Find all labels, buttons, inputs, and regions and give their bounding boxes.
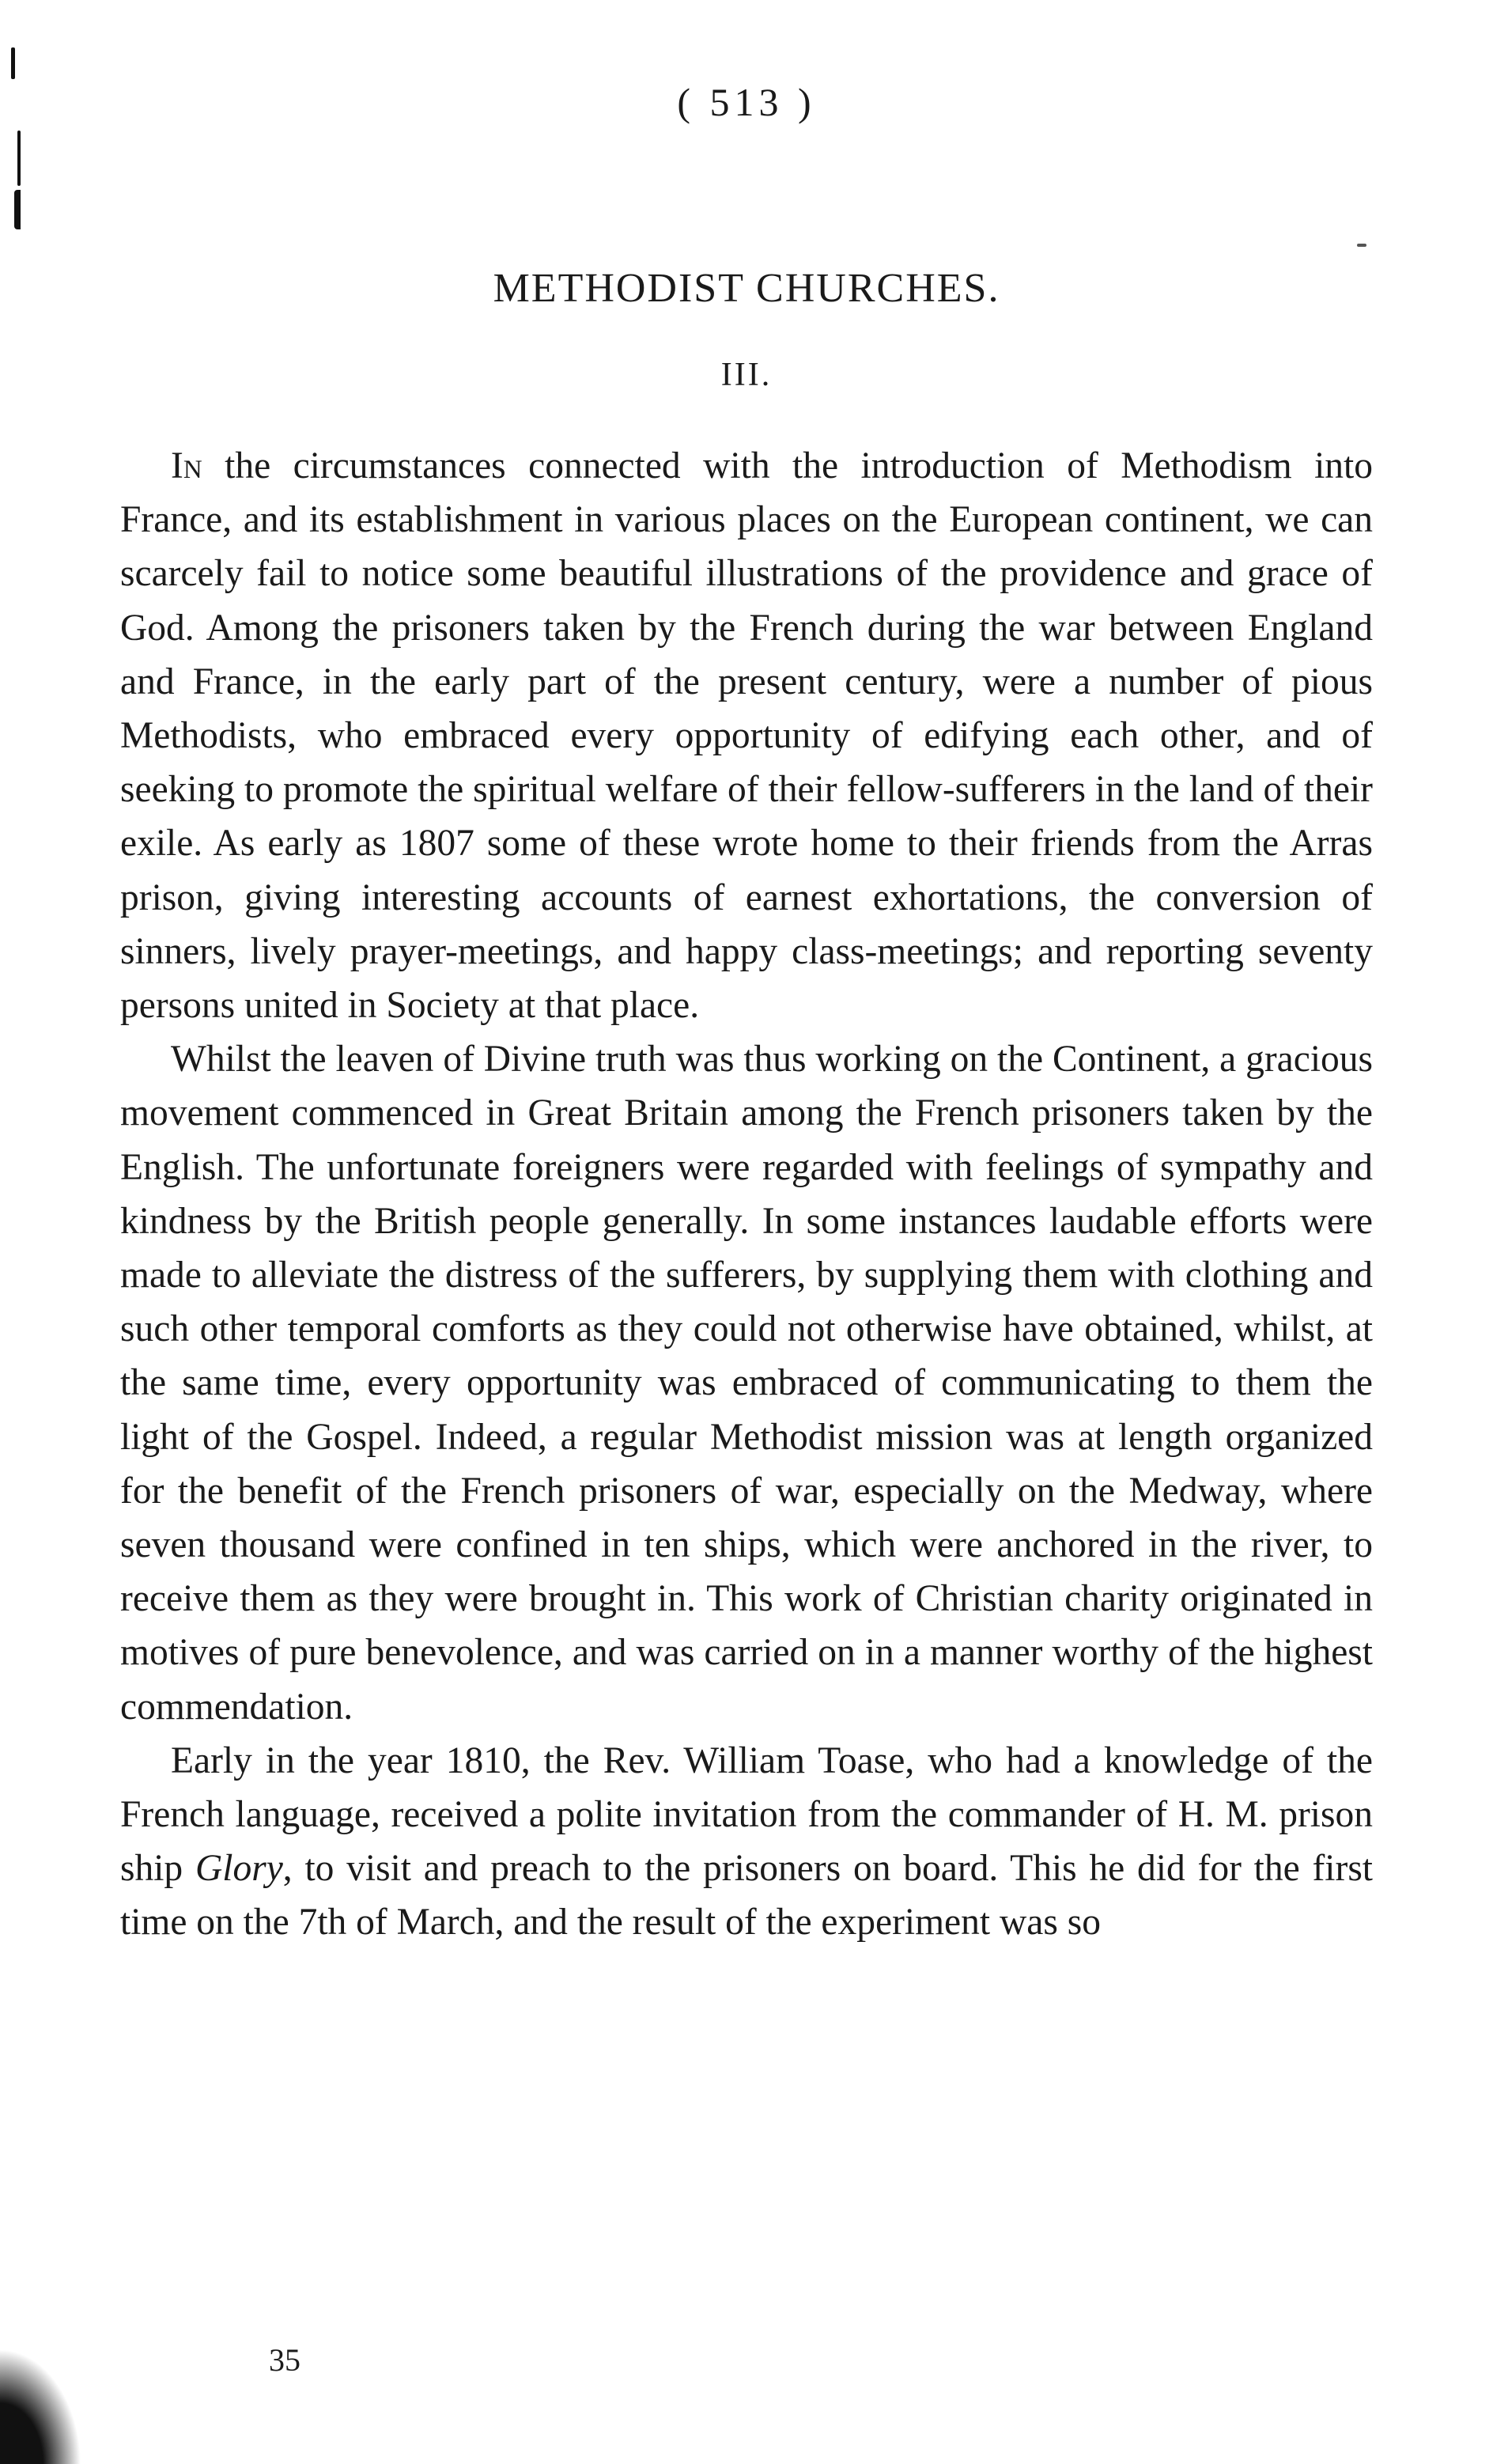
chapter-title: METHODIST CHURCHES. <box>493 266 1000 311</box>
page-number: ( 513 ) <box>677 80 816 124</box>
body-text <box>120 439 1373 1950</box>
paragraph-3-text-before: Early in the year 1810, the Rev. William Toase, who had a knowledge of the French language, received a polite invitation from the commander of H. M. prison ship <box>120 1739 1373 1890</box>
section-number: III. <box>720 357 773 393</box>
scan-corner-shadow <box>0 2330 95 2464</box>
binding-edge-mark <box>17 131 21 186</box>
paragraph-lead-word: In <box>171 445 202 486</box>
paragraph-1 <box>120 439 1373 1032</box>
signature-mark: 35 <box>269 2342 300 2378</box>
paragraph-2: Whilst the leaven of Divine truth was thus working on the Continent, a gracious movement commenced in Great Britain among the French prisoners taken by the English. The unfortunate foreigners were regarded with feelings of sympathy and kindness by the British people generally. In some instances laudable efforts were made to alleviate the distress of the sufferers, by supplying them with clothing and such other temporal comforts as they could not otherwise have obtained, whilst, at the same time, every opportunity was embraced of communicating to them the light of the Gospel. Indeed, a regular Methodist mission was at length organized for the benefit of the French prisoners of war, especially on the Medway, where seven thousand were confined in ten ships, which were anchored in the river, to receive them as they were brought in. This work of Christian charity originated in motives of pure benevolence, and was carried on in a manner worthy of the highest commendation. <box>120 1039 1373 1728</box>
paragraph-3-text-after: , to visit and preach to the prisoners on board. This he did for the first time on the 7th of March, and the result of the experiment was so <box>120 1848 1373 1944</box>
paragraph-3 <box>120 1734 1373 1950</box>
scan-speck <box>1357 244 1366 247</box>
ship-name: Glory <box>195 1848 283 1890</box>
paragraph-1-text: the circumstances connected with the introduction of Methodism into France, and its establishment in various places on the European continent, we can scarcely fail to notice some beautiful illustrations of the providence and grace of God. Among the prisoners taken by the French during the war between England and France, in the early part of the present century, were a number of pious Methodists, who embraced every opportunity of edifying each other, and of seeking to promote the spiritual welfare of their fellow-sufferers in the land of their exile. As early as 1807 some of these wrote home to their friends from the Arras prison, giving interesting accounts of earnest exhortations, the conversion of sinners, lively prayer-meetings, and happy class-meetings; and reporting seventy persons united in Society at that place. <box>120 445 1373 1027</box>
binding-edge-mark <box>14 190 21 229</box>
binding-edge-mark <box>11 47 15 79</box>
